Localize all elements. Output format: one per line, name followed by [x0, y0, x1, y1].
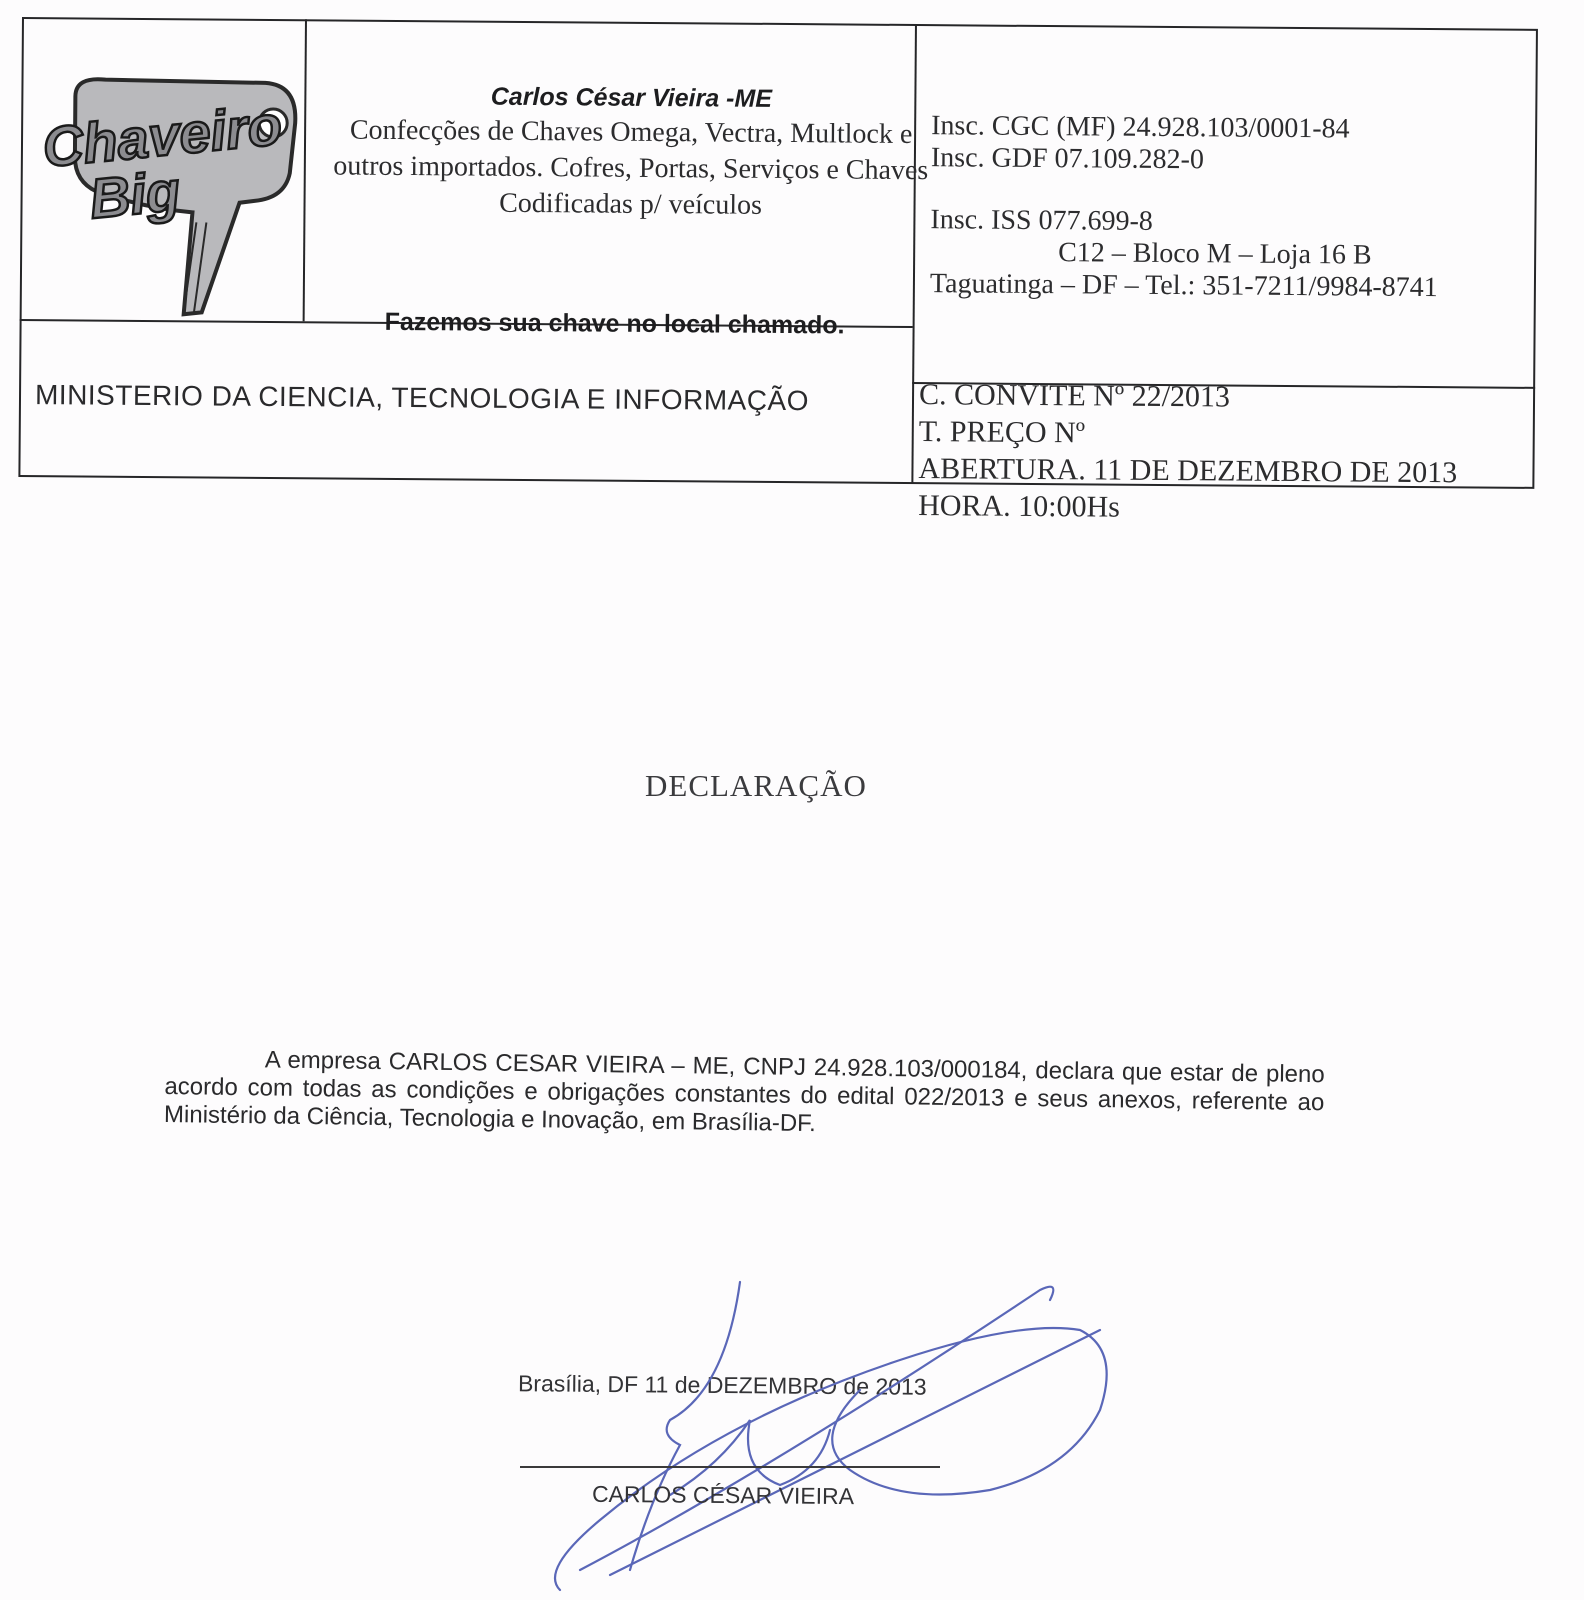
- company-description: Confecções de Chaves Omega, Vectra, Multlock e outros importados. Cofres, Portas, Serviços e Chaves Codificadas p/ veículos: [333, 114, 929, 221]
- address-line-2: Taguatinga – DF – Tel.: 351-7211/9984-8741: [929, 268, 1438, 304]
- chaveiro-big-logo: [34, 61, 314, 323]
- bid-preco: T. PREÇO Nº: [918, 415, 1086, 450]
- ministry-name: MINISTERIO DA CIENCIA, TECNOLOGIA E INFORMAÇÃO: [34, 379, 810, 417]
- address-line-1: C12 – Bloco M – Loja 16 B: [1058, 237, 1372, 271]
- company-name: Carlos César Vieira -ME: [490, 82, 773, 113]
- place-date: Brasília, DF 11 de DEZEMBRO de 2013: [517, 1370, 927, 1400]
- signature-line: [520, 1466, 940, 1468]
- letterhead-table: [18, 17, 1566, 556]
- handwritten-signature: [517, 1270, 1140, 1600]
- declaration-body: A empresa CARLOS CESAR VIEIRA – ME, CNPJ 24.928.103/000184, declara que estar de pleno acordo com todas as condições e obrigações constantes do edital 022/2013 e seus anexos, referente ao Ministério da Ciência, Tecnologia e Inovação, em Brasília-DF.: [163, 1046, 1325, 1138]
- document-title: DECLARAÇÃO: [645, 768, 867, 803]
- company-slogan: Fazemos sua chave no local chamado.: [384, 307, 845, 340]
- registration-iss: Insc. ISS 077.699-8: [930, 204, 1154, 237]
- bid-abertura: ABERTURA. 11 DE DEZEMBRO DE 2013: [918, 452, 1458, 490]
- bid-convite: C. CONVITE Nº 22/2013: [918, 378, 1231, 414]
- logo-word-chaveiro: Chaveiro: [39, 92, 285, 179]
- registration-gdf: Insc. GDF 07.109.282-0: [930, 142, 1205, 176]
- bid-hora: HORA. 10:00Hs: [918, 489, 1121, 524]
- bid-info: [918, 376, 1458, 528]
- company-block: [320, 81, 941, 225]
- signer-name: CARLOS CÉSAR VIEIRA: [591, 1480, 855, 1510]
- logo-word-big: Big: [86, 158, 183, 231]
- registration-cgc: Insc. CGC (MF) 24.928.103/0001-84: [931, 110, 1350, 145]
- registration-info: [930, 110, 1561, 305]
